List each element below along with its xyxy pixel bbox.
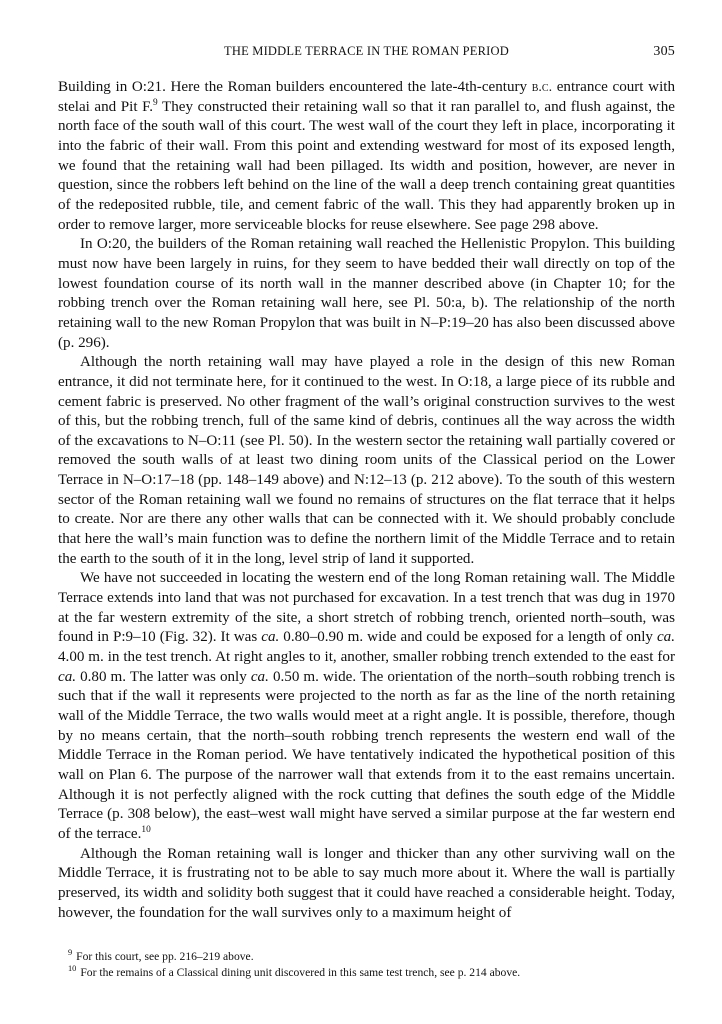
running-title: THE MIDDLE TERRACE IN THE ROMAN PERIOD <box>224 44 509 58</box>
page <box>58 44 675 923</box>
running-head <box>58 44 675 66</box>
paragraph-5: Although the Roman retaining wall is longer and thicker than any other surviving wall on the Middle Terrace, it is frustrating not to be able to say much more about it. Where the wall is partially preserved, its width and solidity both suggest that it could have reached a considerable height. Today, however, the foundation for the wall survives only to a maximum height of <box>58 845 675 921</box>
footnote-number: 9 <box>68 948 73 958</box>
footnote-ref-10[interactable]: 10 <box>141 824 151 835</box>
footnote-10: $^{10}$ For the remains of a Classical dining unit discovered in this same test trench, see p. 214 above. <box>68 964 521 979</box>
page-number: 305 <box>653 44 675 59</box>
footnote-ref-9[interactable]: 9 <box>153 97 158 108</box>
body-text <box>58 78 675 923</box>
paragraph-3: Although the north retaining wall may have played a role in the design of this new Roman entrance, it did not terminate here, for it continued to the west. In O:18, a large piece of its rubble and cement fabric is preserved. No other fragment of the wall’s original construction survives to the west of this, but the robbing trench, full of the same kind of debris, continues all the way across the width of the excavations to N–O:11 (see Pl. 50). In the western sector the retaining wall partially covered or removed the south walls of at least two dining room units of the Classical period on the Lower Terrace in N–O:17–18 (pp. 148–149 above) and N:12–13 (p. 212 above). To the south of this western sector of the Roman retaining wall we found no remains of structures on the flat terrace that it helps to create. Nor are there any other walls that can be connected with it. We should probably conclude that here the wall’s main function was to define the northern limit of the Middle Terrace and to retain the earth to the south of it in the long, level strip of land it supported. <box>58 354 675 567</box>
paragraph-1: Building in O:21. Here the Roman builders encountered the late-4th-century b.c. entrance court with stelai and Pit F.$^9$ They constructed their retaining wall so that it ran parallel to, and flush against, the north face of the south wall of this court. The west wall of the court they left in place, incorporating it into the fabric of their wall. From this point and extending westward for most of its exposed length, we found that the retaining wall had been pillaged. Its width and position, however, are never in question, since the robbers left behind on the line of the wall a deep trench containing great quantities of the redeposited rubble, tile, and cement fabric of the wall. This they had apparently broken up in order to remove larger, more serviceable blocks for reuse elsewhere. See page 298 above. <box>58 79 676 233</box>
era-abbreviation: b.c. <box>531 80 553 95</box>
footnotes <box>58 949 675 981</box>
footnote-number: 10 <box>68 964 77 974</box>
paragraph-4: We have not succeeded in locating the western end of the long Roman retaining wall. The Middle Terrace extends into land that was not purchased for excavation. In a test trench that was dug in 1970 at the far western extremity of the site, a short stretch of robbing trench, oriented north–south, was found in P:9–10 (Fig. 32). It was ca. 0.80–0.90 m. wide and could be exposed for a length of only ca. 4.00 m. in the test trench. At right angles to it, another, smaller robbing trench extended to the east for ca. 0.80 m. The latter was only ca. 0.50 m. wide. The orientation of the north–south robbing trench is such that if the wall it represents were projected to the north as far as the line of the north retaining wall of the Middle Terrace, the two walls would meet at a right angle. It is possible, therefore, though by no means certain, that the north–south robbing trench represents the western end wall of the Middle Terrace in the Roman period. We have tentatively indicated the hypothetical position of this wall on Plan 6. The purpose of the narrower wall that extends from it to the east remains uncertain. Although it is not perfectly aligned with the rock cutting that defines the south edge of the Middle Terrace (p. 308 below), the east–west wall might have served a similar purpose at the far western end of the terrace.$^{10}$ <box>58 570 675 842</box>
footnote-9: $^9$ For this court, see pp. 216–219 above. <box>68 948 254 963</box>
paragraph-2: In O:20, the builders of the Roman retaining wall reached the Hellenistic Propylon. This building must now have been largely in ruins, for they seem to have bedded their wall directly on top of the lowest foundation course of its north wall in the manner described above (in Chapter 10; for the robbing trench over the Roman retaining wall here, see Pl. 50:a, b). The relationship of the north retaining wall to the new Roman Propylon that was built in N–P:19–20 has also been discussed above (p. 296). <box>58 236 675 351</box>
